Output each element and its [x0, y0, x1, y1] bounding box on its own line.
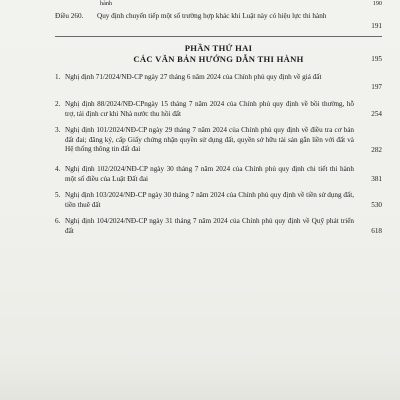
toc-entry-decree	[55, 126, 382, 156]
decree-page-number: 530	[371, 201, 382, 210]
decree-number: 6.	[55, 217, 61, 225]
decree-number: 2.	[55, 100, 61, 108]
article-text: Quy định chuyển tiếp một số trường hợp khác khi Luật này có hiệu lực thi hành	[97, 12, 327, 20]
decree-title: Nghị định 101/2024/NĐ-CP ngày 29 tháng 7 năm 2024 của Chính phủ quy định về điều tra cơ bản đất đai; đăng ký, cấp Giấy chứng nhận quyền sử dụng đất, quyền sở hữu tài sản gắn liền với đất và Hệ thống thông tin đất đai	[65, 126, 354, 154]
part-two-title: PHẦN THỨ HAI	[184, 43, 253, 53]
article-page-number: 191	[371, 22, 382, 30]
decree-number: 3.	[55, 126, 61, 134]
article-label: Điều 260.	[55, 12, 84, 20]
part-two-subtitle: CÁC VĂN BẢN HƯỚNG DẪN THI HÀNH	[133, 54, 304, 64]
page-shadow	[0, 360, 400, 400]
decree-title: Nghị định 71/2024/NĐ-CP ngày 27 tháng 6 năm 2024 của Chính phủ quy định về giá đất	[65, 73, 322, 81]
toc-entry-decree	[55, 100, 382, 120]
decree-page-number: 618	[371, 227, 382, 236]
previous-entry-text: hành	[100, 0, 113, 7]
bleed-through-text	[55, 47, 382, 53]
toc-entry-decree	[55, 73, 382, 93]
decree-page-number: 254	[371, 110, 382, 119]
decree-number: 1.	[55, 73, 61, 81]
section-divider	[55, 36, 382, 37]
decree-title: Nghị định 102/2024/NĐ-CP ngày 30 tháng 7 năm 2024 của Chính phủ quy định chi tiết thi hành một số điều của Luật Đất đai	[65, 165, 354, 183]
decree-title: Nghị định 104/2024/NĐ-CP ngày 31 tháng 7 năm 2024 của Chính phủ quy định về Quỹ phát triển đất	[65, 217, 354, 235]
decree-title: Nghị định 88/2024/NĐ-CPngày 15 tháng 7 năm 2024 của Chính phủ quy định về bồi thường, hỗ trợ, tái định cư khi Nhà nước thu hồi đất	[65, 100, 354, 118]
toc-entry-article-260	[55, 12, 382, 32]
previous-entry-page: 190	[372, 0, 382, 7]
decree-page-number: 282	[371, 146, 382, 155]
decree-number: 5.	[55, 191, 61, 199]
part-two-page-number: 195	[371, 55, 382, 63]
decree-title: Nghị định 103/2024/NĐ-CP ngày 30 tháng 7 năm 2024 của Chính phủ quy định về tiền sử dụng đất, tiền thuê đất	[65, 191, 354, 209]
toc-entry-decree	[55, 191, 382, 211]
decree-page-number: 381	[371, 175, 382, 184]
toc-entry-decree	[55, 165, 382, 185]
toc-entry-decree	[55, 217, 382, 237]
decree-number: 4.	[55, 165, 61, 173]
decree-page-number: 197	[371, 83, 382, 92]
